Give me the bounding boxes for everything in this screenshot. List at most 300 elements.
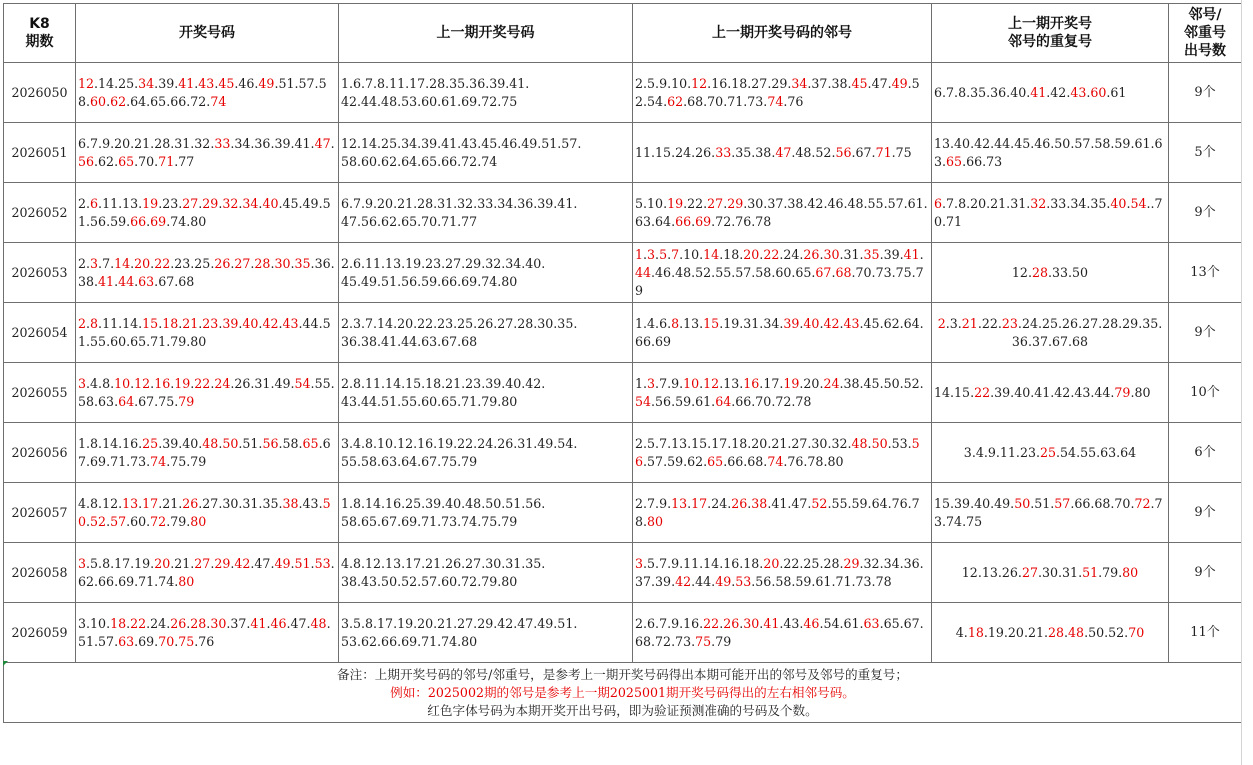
- number: 22: [981, 315, 998, 331]
- separator: .: [166, 93, 171, 109]
- separator: .: [198, 495, 203, 511]
- number: 68: [687, 93, 704, 109]
- number: 41: [1034, 384, 1051, 400]
- hit-number: 50: [871, 435, 888, 451]
- hit-number: 3: [647, 246, 656, 262]
- separator: .: [290, 375, 295, 391]
- hit-number: 27: [194, 555, 211, 571]
- separator: .: [230, 255, 235, 271]
- hit-number: 23: [1001, 315, 1018, 331]
- number: 79: [635, 264, 924, 298]
- separator: .: [867, 495, 872, 511]
- hit-number: 26: [214, 255, 231, 271]
- hit-number: 44: [118, 273, 135, 289]
- number: 6: [647, 615, 656, 631]
- number: 57: [1074, 135, 1091, 151]
- draw-cell: [76, 123, 339, 183]
- separator: .: [643, 495, 648, 511]
- separator: .: [1110, 384, 1115, 400]
- hit-number: 65: [118, 153, 135, 169]
- hit-number: 74: [767, 453, 784, 469]
- separator: .: [651, 333, 656, 349]
- number: 18: [723, 246, 740, 262]
- number: 22: [783, 555, 800, 571]
- separator: .: [679, 615, 684, 631]
- hit-number: 3: [90, 255, 99, 271]
- number: 7: [659, 555, 668, 571]
- number: 39: [655, 573, 672, 589]
- lottery-table: [3, 3, 1242, 723]
- number: 47: [290, 615, 307, 631]
- number: 75: [895, 264, 912, 280]
- number: 40: [954, 135, 971, 151]
- separator: .: [306, 615, 311, 631]
- number: 9: [659, 75, 668, 91]
- issue-cell: 2026050: [4, 63, 76, 123]
- issue-cell: 2026053: [4, 243, 76, 303]
- hit-number: 49: [258, 75, 275, 91]
- separator: .: [106, 513, 111, 529]
- draw-cell: [76, 243, 339, 303]
- separator: .: [799, 315, 804, 331]
- separator: .: [106, 213, 111, 229]
- hit-number: 17: [691, 495, 708, 511]
- number: 37: [230, 615, 247, 631]
- number: 58: [755, 264, 772, 280]
- prev-draw-cell: 6.7.9.20.21.28.31.32.33.34.36.39.41. 47.56.62.65.70.71.77: [339, 183, 633, 243]
- hit-number: 51: [1082, 564, 1099, 580]
- hit-number: 40: [242, 315, 259, 331]
- separator: .: [1070, 135, 1075, 151]
- neighbors-cell: [633, 183, 932, 243]
- separator: .: [198, 315, 203, 331]
- separator: .: [1066, 84, 1071, 100]
- hit-number: 48: [310, 615, 327, 631]
- separator: .: [166, 513, 171, 529]
- separator: .: [667, 246, 672, 262]
- hits-cell: 9个: [1169, 303, 1242, 363]
- number: 10: [647, 195, 664, 211]
- separator: .: [318, 195, 323, 211]
- hit-number: 41: [98, 273, 115, 289]
- number: 21: [1027, 624, 1044, 640]
- separator: .: [286, 615, 291, 631]
- separator: .: [110, 375, 115, 391]
- separator: .: [763, 195, 768, 211]
- separator: .: [687, 495, 692, 511]
- number: 10: [90, 615, 107, 631]
- separator: .: [859, 555, 864, 571]
- separator: .: [330, 255, 335, 271]
- hit-number: 54: [1130, 195, 1147, 211]
- repeat-cell: [932, 303, 1169, 363]
- hit-number: 54: [635, 393, 652, 409]
- number: 19: [987, 624, 1004, 640]
- separator: .: [683, 93, 688, 109]
- separator: .: [950, 384, 955, 400]
- separator: .: [807, 495, 812, 511]
- separator: .: [126, 615, 131, 631]
- hit-number: 70: [158, 633, 175, 649]
- separator: .: [170, 555, 175, 571]
- hit-number: 27: [707, 195, 724, 211]
- number: 15: [954, 384, 971, 400]
- separator: .: [1150, 135, 1155, 151]
- hit-number: 65: [946, 153, 963, 169]
- hits-cell: 5个: [1169, 123, 1242, 183]
- separator: .: [643, 555, 648, 571]
- number: 31: [174, 135, 191, 151]
- separator: .: [254, 75, 259, 91]
- number: 33: [1050, 195, 1067, 211]
- hit-number: 22: [703, 615, 720, 631]
- number: 16: [723, 555, 740, 571]
- separator: .: [250, 555, 255, 571]
- number: 30: [222, 495, 239, 511]
- separator: .: [643, 195, 648, 211]
- separator: .: [150, 135, 155, 151]
- hit-number: 25: [1039, 444, 1057, 460]
- separator: .: [1006, 195, 1011, 211]
- separator: .: [1078, 315, 1083, 331]
- separator: .: [238, 435, 243, 451]
- separator: .: [651, 213, 656, 229]
- separator: .: [851, 144, 856, 160]
- number: 7: [659, 615, 668, 631]
- number: 67: [855, 144, 872, 160]
- hit-number: 63: [118, 633, 135, 649]
- separator: .: [146, 615, 151, 631]
- hit-number: 35: [863, 246, 880, 262]
- separator: .: [759, 615, 764, 631]
- separator: .: [1130, 135, 1135, 151]
- number: 66: [1074, 495, 1091, 511]
- separator: .: [198, 195, 203, 211]
- separator: .: [643, 435, 648, 451]
- separator: .: [290, 135, 295, 151]
- number: 8: [90, 435, 99, 451]
- number: 16: [122, 435, 139, 451]
- number: 31: [1010, 195, 1027, 211]
- number: 72: [715, 213, 732, 229]
- number: 8: [958, 84, 967, 100]
- separator: .: [1098, 564, 1103, 580]
- separator: .: [178, 195, 183, 211]
- number: 61: [1110, 84, 1127, 100]
- hit-number: 41: [250, 615, 267, 631]
- number: 13: [723, 375, 740, 391]
- separator: .: [234, 75, 239, 91]
- separator: .: [146, 513, 151, 529]
- number: 13: [671, 435, 688, 451]
- number: 7: [659, 375, 668, 391]
- number: 71: [138, 573, 155, 589]
- number: 46: [238, 75, 255, 91]
- hit-number: 48: [851, 435, 868, 451]
- neighbors-cell: [633, 603, 932, 663]
- separator: .: [1015, 444, 1020, 460]
- number: 23: [174, 255, 191, 271]
- separator: .: [86, 555, 91, 571]
- number: 1: [635, 375, 644, 391]
- header-prev-repeat: 上一期开奖号 邻号的重复号: [932, 4, 1169, 63]
- number: 27: [791, 435, 808, 451]
- separator: .: [1035, 444, 1040, 460]
- separator: .: [743, 195, 748, 211]
- number: 39: [994, 384, 1011, 400]
- separator: .: [683, 453, 688, 469]
- hit-number: 2: [78, 315, 87, 331]
- number: 50: [1072, 264, 1089, 280]
- separator: .: [310, 255, 315, 271]
- separator: .: [1130, 384, 1135, 400]
- separator: .: [126, 93, 131, 109]
- separator: .: [1066, 195, 1071, 211]
- number: 73: [130, 453, 147, 469]
- hit-number: 70: [1128, 624, 1145, 640]
- number: 8: [102, 375, 111, 391]
- number: 20: [1007, 624, 1024, 640]
- separator: .: [767, 495, 772, 511]
- draw-cell: [76, 423, 339, 483]
- number: 12: [102, 495, 119, 511]
- number: 49: [994, 495, 1011, 511]
- separator: .: [174, 633, 179, 649]
- separator: .: [679, 315, 684, 331]
- number: 73: [747, 93, 764, 109]
- number: 6: [934, 84, 943, 100]
- separator: .: [98, 315, 103, 331]
- separator: .: [1006, 84, 1011, 100]
- separator: .: [643, 246, 648, 262]
- separator: .: [651, 264, 656, 280]
- number: 11: [635, 144, 652, 160]
- separator: .: [883, 195, 888, 211]
- separator: .: [258, 495, 263, 511]
- separator: .: [791, 144, 796, 160]
- number: 66: [735, 393, 752, 409]
- number: 31: [843, 246, 860, 262]
- separator: .: [739, 246, 744, 262]
- separator: .: [899, 615, 904, 631]
- separator: .: [1010, 384, 1015, 400]
- separator: .: [1017, 564, 1022, 580]
- separator: .: [643, 75, 648, 91]
- draw-cell: [76, 603, 339, 663]
- separator: .: [1050, 135, 1055, 151]
- hit-number: 66: [675, 213, 692, 229]
- number: 52: [815, 144, 832, 160]
- hit-number: 49: [274, 555, 291, 571]
- separator: .: [643, 615, 648, 631]
- number: 40: [1010, 84, 1027, 100]
- number: 56: [655, 393, 672, 409]
- table-row: [4, 423, 1242, 483]
- separator: .: [711, 213, 716, 229]
- separator: .: [146, 213, 151, 229]
- hit-number: 60: [90, 93, 107, 109]
- number: 14: [122, 315, 139, 331]
- repeat-cell: [932, 603, 1169, 663]
- prev-draw-cell: 1.6.7.8.11.17.28.35.36.39.41. 42.44.48.53.60.61.69.72.75: [339, 63, 633, 123]
- number: 73: [986, 153, 1003, 169]
- issue-cell: 2026051: [4, 123, 76, 183]
- separator: .: [270, 255, 275, 271]
- hit-number: 28: [190, 615, 207, 631]
- hit-number: 71: [875, 144, 892, 160]
- hit-number: 69: [695, 213, 712, 229]
- number: 23: [162, 195, 179, 211]
- separator: .: [699, 246, 704, 262]
- separator: .: [831, 573, 836, 589]
- separator: .: [210, 555, 215, 571]
- number: 38: [755, 144, 772, 160]
- number: 24: [675, 144, 692, 160]
- separator: .: [134, 75, 139, 91]
- number: 40: [182, 435, 199, 451]
- number: 37: [767, 195, 784, 211]
- number: 20: [751, 435, 768, 451]
- separator: .: [258, 315, 263, 331]
- number: 4: [975, 444, 984, 460]
- number: 34: [234, 135, 251, 151]
- separator: .: [711, 393, 716, 409]
- number: 58: [78, 75, 327, 109]
- number: 47: [254, 555, 271, 571]
- separator: .: [807, 435, 812, 451]
- issue-cell: 2026054: [4, 303, 76, 363]
- note-line-2: 例如：2025002期的邻号是参考上一期2025001期开奖号码得出的左右相邻号码。: [390, 684, 855, 700]
- separator: .: [819, 375, 824, 391]
- number: 7: [946, 195, 955, 211]
- number: 64: [903, 315, 920, 331]
- number: 27: [751, 75, 768, 91]
- hit-number: 80: [647, 513, 664, 529]
- separator: .: [859, 615, 864, 631]
- number: 65: [883, 615, 900, 631]
- separator: .: [1070, 384, 1075, 400]
- separator: .: [763, 93, 768, 109]
- separator: .: [278, 495, 283, 511]
- separator: .: [691, 264, 696, 280]
- number: 55: [867, 195, 884, 211]
- separator: .: [986, 84, 991, 100]
- number: 15: [934, 495, 951, 511]
- separator: .: [174, 75, 179, 91]
- hit-number: 50: [222, 435, 239, 451]
- number: 38: [843, 375, 860, 391]
- separator: .: [1058, 564, 1063, 580]
- separator: .: [667, 615, 672, 631]
- hit-number: 80: [190, 513, 207, 529]
- separator: .: [174, 573, 179, 589]
- separator: .: [1106, 84, 1111, 100]
- hit-number: 13: [671, 495, 688, 511]
- hit-number: 8: [671, 315, 680, 331]
- separator: .: [110, 135, 115, 151]
- separator: .: [867, 435, 872, 451]
- hit-number: 62: [667, 93, 684, 109]
- number: 66: [727, 453, 744, 469]
- separator: .: [907, 75, 912, 91]
- separator: .: [1110, 495, 1115, 511]
- separator: .: [655, 495, 660, 511]
- number: 5: [647, 435, 656, 451]
- separator: .: [655, 315, 660, 331]
- separator: .: [218, 195, 223, 211]
- hit-number: 20: [743, 246, 760, 262]
- hit-number: 24: [214, 375, 231, 391]
- number: 51: [278, 75, 295, 91]
- hit-number: 53: [735, 573, 752, 589]
- number: 24: [783, 246, 800, 262]
- draw-cell: [76, 543, 339, 603]
- hits-cell: 6个: [1169, 423, 1242, 483]
- number: 72: [655, 633, 672, 649]
- separator: .: [823, 453, 828, 469]
- number: 28: [1102, 315, 1119, 331]
- number: 26: [1062, 315, 1079, 331]
- number: 48: [675, 264, 692, 280]
- number: 29: [1122, 315, 1139, 331]
- separator: .: [811, 264, 816, 280]
- hit-number: 26: [182, 495, 199, 511]
- separator: .: [691, 633, 696, 649]
- separator: .: [186, 333, 191, 349]
- separator: .: [950, 135, 955, 151]
- number: 26: [1001, 564, 1018, 580]
- number: 4: [955, 624, 964, 640]
- number: 18: [731, 75, 748, 91]
- number: 65: [130, 333, 147, 349]
- separator: .: [747, 75, 752, 91]
- number: 58: [78, 393, 95, 409]
- separator: .: [98, 135, 103, 151]
- number: 52: [695, 264, 712, 280]
- hit-number: 14: [703, 246, 720, 262]
- separator: .: [274, 75, 279, 91]
- hit-number: 34: [791, 75, 808, 91]
- separator: .: [663, 195, 668, 211]
- hit-number: 13: [122, 495, 139, 511]
- separator: .: [190, 555, 195, 571]
- separator: .: [310, 375, 315, 391]
- number: 60: [775, 264, 792, 280]
- separator: .: [871, 573, 876, 589]
- separator: .: [130, 555, 135, 571]
- hit-number: 51: [294, 555, 311, 571]
- separator: .: [942, 153, 947, 169]
- separator: .: [114, 393, 119, 409]
- separator: .: [887, 435, 892, 451]
- separator: .: [118, 315, 123, 331]
- separator: .: [839, 615, 844, 631]
- separator: .: [727, 495, 732, 511]
- separator: .: [86, 135, 91, 151]
- number: 7: [102, 255, 111, 271]
- separator: .: [703, 195, 708, 211]
- separator: .: [186, 453, 191, 469]
- number: 35: [1142, 315, 1159, 331]
- hit-number: 80: [178, 573, 195, 589]
- hit-number: 49: [891, 75, 908, 91]
- separator: .: [707, 435, 712, 451]
- number: 67: [903, 615, 920, 631]
- separator: .: [651, 393, 656, 409]
- separator: .: [731, 144, 736, 160]
- hit-number: 19: [783, 375, 800, 391]
- number: 78: [635, 495, 920, 529]
